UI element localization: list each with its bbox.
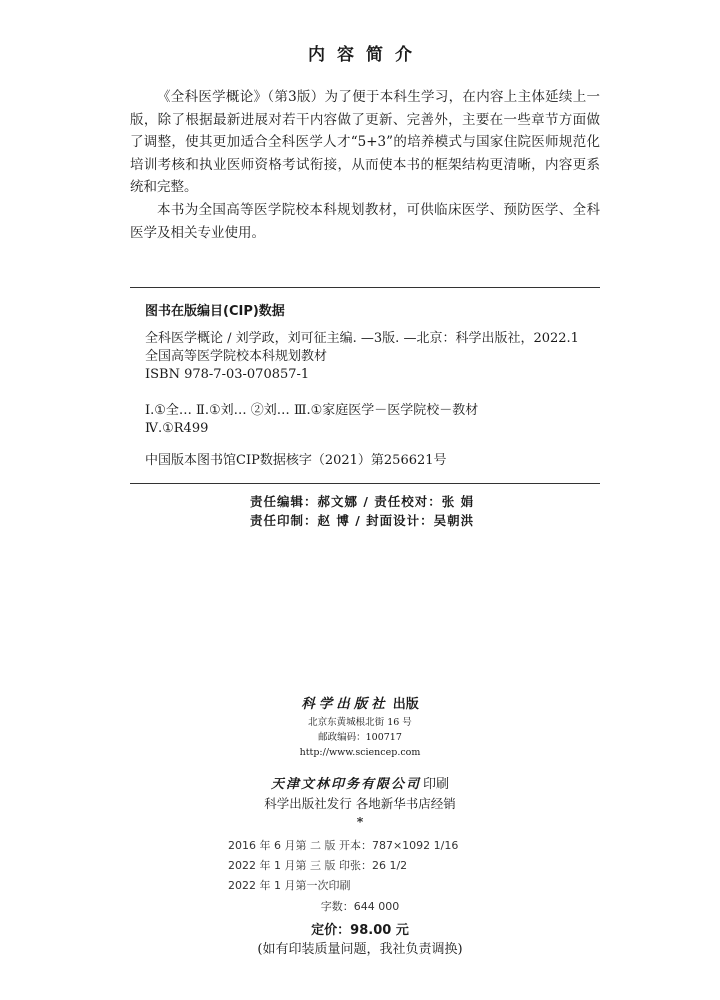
- edition-line-2: 2022 年 1 月第 三 版 印张：26 1/2: [228, 859, 408, 872]
- cip-top-rule: [130, 287, 600, 288]
- publisher-line: [0, 692, 720, 712]
- cip-line-series: 全国高等医学院校本科规划教材: [145, 349, 328, 364]
- separator-asterisk: *: [356, 814, 364, 829]
- intro-paragraph-2: 本书为全国高等医学院校本科规划教材，可供临床医学、预防医学、全科医学及相关专业使用。: [130, 202, 600, 241]
- price: 定价：98.00 元: [311, 923, 409, 938]
- publisher-url: http://www.sciencep.com: [299, 747, 421, 758]
- publisher-address: 北京东黄城根北街 16 号: [308, 717, 412, 728]
- word-count: 字数：644 000: [320, 900, 400, 913]
- quality-notice: (如有印装质量问题，我社负责调换): [257, 942, 463, 957]
- printer-suffix: 印刷: [423, 777, 450, 792]
- cip-line-record-number: 中国版本图书馆CIP数据核字（2021）第256621号: [145, 453, 447, 468]
- cip-line-isbn: ISBN 978-7-03-070857-1: [145, 367, 310, 382]
- publisher-postcode: 邮政编码：100717: [318, 732, 402, 743]
- cip-header: 图书在版编目(CIP)数据: [145, 304, 285, 319]
- printer-line: [0, 773, 720, 792]
- cip-line-classification-1: Ⅰ.①全… Ⅱ.①刘… ②刘… Ⅲ.①家庭医学－医学院校－教材: [145, 403, 479, 418]
- intro-title: 内容简介: [308, 45, 424, 65]
- publisher-name: 科学出版社: [301, 696, 389, 712]
- cip-line-classification-2: Ⅳ.①R499: [145, 421, 209, 436]
- edition-line-1: 2016 年 6 月第 二 版 开本：787×1092 1/16: [228, 839, 459, 852]
- cip-bottom-rule: [130, 483, 600, 484]
- publisher-suffix: 出版: [392, 697, 419, 712]
- intro-paragraph-1: 《全科医学概论》（第3版）为了便于本科生学习，在内容上主体延续上一版，除了根据最新进展对若干内容做了更新、完善外，主要在一些章节方面做了调整，使其更加适合全科医学人才“5+3”的培养模式与国家住院医师规范化培训考核和执业医师资格考试衔接，从而使本书的框架结构更清晰，内容更系统和完整。: [130, 89, 600, 195]
- staff-line-production: 责任印制：赵 博 / 封面设计：吴朝洪: [250, 513, 475, 528]
- printer-name: 天津文林印务有限公司: [270, 777, 421, 792]
- cip-line-title: 全科医学概论 / 刘学政，刘可征主编. —3版. —北京：科学出版社，2022.1: [145, 331, 579, 346]
- distribution-line: 科学出版社发行 各地新华书店经销: [264, 796, 456, 811]
- staff-line-editors: 责任编辑：郝文娜 / 责任校对：张 娟: [250, 494, 475, 509]
- edition-line-3: 2022 年 1 月第一次印刷: [228, 879, 351, 892]
